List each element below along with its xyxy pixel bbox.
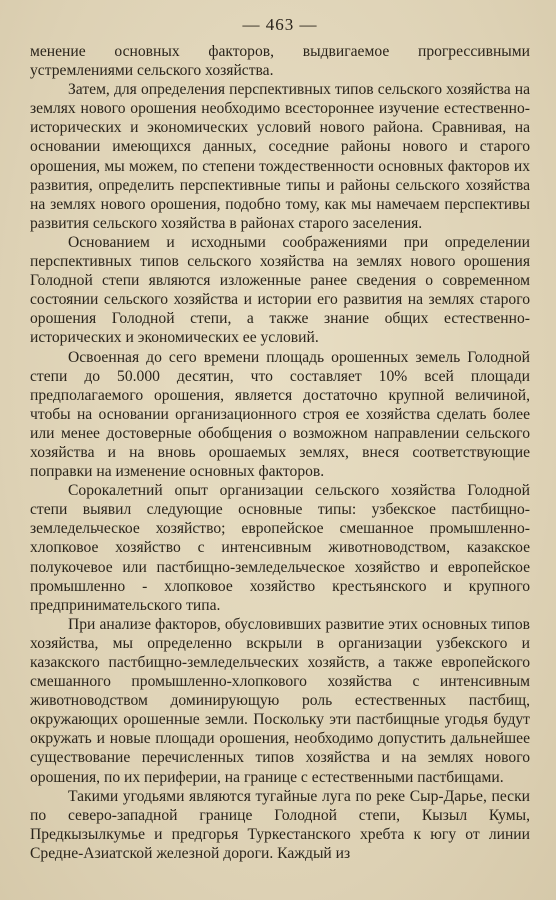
paragraph-4: Освоенная до сего времени площадь орошенных земель Голодной степи до 50.000 десятин, что составляет 10% всей площади предполагаемого орошения, является достаточно крупной величиной, чтобы на основании организационного строя ее хозяйства сделать более или менее достоверные обобщения о возможном направлении сельского хозяйства и на вновь орошаемых землях, внеся соответствующие поправки на изменение основных факторов. (30, 348, 530, 481)
paragraph-7: Такими угодьями являются тугайные луга по реке Сыр-Дарье, пески по северо-западной границе Голодной степи, Кызыл Кумы, Предкызылкумье и предгорья Туркестанского хребта к югу от линии Средне-Азиатской железной дороги. Каждый из (30, 787, 530, 862)
paragraph-1: менение основных факторов, выдвигаемое прогрессивными устремлениями сельского хозяйства. (30, 43, 530, 80)
paragraph-5: Сорокалетний опыт организации сельского хозяйства Голодной степи выявил следующие основные типы: узбекское пастбищно-земледельческое хозяйство; европейское смешанное промышленно-хлопковое хозяйство с интенсивным животноводством, казакское полукочевое или пастбищно-земледельческое хозяйство и европейское промышленно - хлопковое хозяйство крестьянского и крупного предпринимательского типа. (30, 482, 530, 614)
paragraph-2: Затем, для определения перспективных типов сельского хозяйства на землях нового орошения необходимо всестороннее изучение естественно-исторических и экономических условий нового района. Сравнивая, на основании имеющихся данных, соседние районы нового и старого орошения, мы можем, по степени тождественности основных факторов их развития, определить перспективные типы и районы сельского хозяйства на землях нового орошения, подобно тому, как мы намечаем перспективы развития сельского хозяйства в районах старого заселения. (30, 81, 530, 232)
paragraph-6: При анализе факторов, обусловивших развитие этих основных типов хозяйства, мы определенно вскрыли в организации узбекского и казакского пастбищно-земледельческих хозяйств, а также европейского смешанного промышленно-хлопкового хозяйства с интенсивным животноводством доминирующую роль естественных пастбищ, окружающих орошенные земли. Поскольку эти пастбищные угодья будут окружать и новые площади орошения, необходимо допустить дальнейшее существование перечисленных типов хозяйства и на землях нового орошения, по их периферии, на границе с естественными пастбищами. (30, 615, 530, 786)
page-number: — 463 — (242, 15, 318, 34)
paragraph-3: Основанием и исходными соображениями при определении перспективных типов сельского хозяйства на землях нового орошения Голодной степи являются изложенные ранее сведения о современном состоянии сельского хозяйства и истории его развития на землях старого орошения Голодной степи, а также знание общих естественно-исторических и экономических ее условий. (30, 233, 530, 347)
page-body (30, 42, 530, 863)
